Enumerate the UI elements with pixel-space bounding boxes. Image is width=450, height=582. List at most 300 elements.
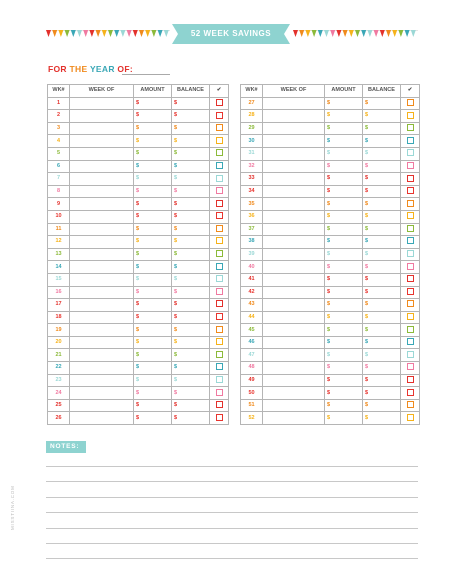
checkbox[interactable] xyxy=(216,300,223,307)
week-number-cell: 31 xyxy=(241,147,263,160)
week-of-cell[interactable] xyxy=(70,286,134,299)
week-of-cell[interactable] xyxy=(70,399,134,412)
week-number-cell: 25 xyxy=(48,399,70,412)
checkbox[interactable] xyxy=(407,326,414,333)
table-row xyxy=(48,198,229,211)
checkbox[interactable] xyxy=(216,212,223,219)
week-of-cell[interactable] xyxy=(263,160,325,173)
checkbox[interactable] xyxy=(407,112,414,119)
checkbox[interactable] xyxy=(216,250,223,257)
checkbox[interactable] xyxy=(407,263,414,270)
balance-cell[interactable]: $ xyxy=(172,374,210,387)
balance-cell[interactable]: $ xyxy=(363,374,401,387)
balance-cell[interactable]: $ xyxy=(172,286,210,299)
table-row xyxy=(241,223,420,236)
balance-cell[interactable]: $ xyxy=(363,362,401,375)
table-row xyxy=(241,185,420,198)
check-cell xyxy=(210,160,229,173)
checkbox[interactable] xyxy=(216,376,223,383)
table-row xyxy=(48,349,229,362)
pennant-flag xyxy=(108,30,113,37)
pennant-flag xyxy=(102,30,107,37)
amount-cell[interactable]: $ xyxy=(325,248,363,261)
checkbox[interactable] xyxy=(216,288,223,295)
balance-cell[interactable]: $ xyxy=(363,261,401,274)
table-row xyxy=(48,147,229,160)
balance-cell[interactable]: $ xyxy=(172,210,210,223)
balance-cell[interactable]: $ xyxy=(172,160,210,173)
balance-cell[interactable]: $ xyxy=(363,147,401,160)
column-header-check: ✔ xyxy=(401,85,420,98)
pennant-right-graphic xyxy=(293,30,418,38)
check-cell xyxy=(210,185,229,198)
check-cell xyxy=(401,110,420,123)
checkbox[interactable] xyxy=(407,414,414,421)
week-number-cell: 44 xyxy=(241,311,263,324)
table-row xyxy=(241,412,420,425)
week-of-cell[interactable] xyxy=(263,110,325,123)
amount-cell[interactable]: $ xyxy=(134,336,172,349)
week-of-cell[interactable] xyxy=(70,236,134,249)
week-of-cell[interactable] xyxy=(263,412,325,425)
week-of-cell[interactable] xyxy=(263,248,325,261)
week-of-cell[interactable] xyxy=(70,210,134,223)
checkbox[interactable] xyxy=(216,363,223,370)
checkbox[interactable] xyxy=(407,338,414,345)
week-of-cell[interactable] xyxy=(70,387,134,400)
balance-cell[interactable]: $ xyxy=(172,324,210,337)
year-input-line[interactable] xyxy=(122,74,170,75)
balance-cell[interactable]: $ xyxy=(363,349,401,362)
amount-cell[interactable]: $ xyxy=(134,273,172,286)
checkbox[interactable] xyxy=(216,351,223,358)
balance-cell[interactable]: $ xyxy=(363,122,401,135)
check-cell xyxy=(401,311,420,324)
check-cell xyxy=(210,122,229,135)
checkbox[interactable] xyxy=(407,288,414,295)
amount-cell[interactable]: $ xyxy=(325,299,363,312)
week-of-cell[interactable] xyxy=(263,349,325,362)
week-of-cell[interactable] xyxy=(70,261,134,274)
checkbox[interactable] xyxy=(407,175,414,182)
pennant-flag xyxy=(367,30,372,37)
week-of-cell[interactable] xyxy=(70,311,134,324)
checkbox[interactable] xyxy=(407,187,414,194)
week-number-cell: 27 xyxy=(241,97,263,110)
balance-cell[interactable]: $ xyxy=(172,299,210,312)
check-cell xyxy=(210,147,229,160)
amount-cell[interactable]: $ xyxy=(134,261,172,274)
amount-cell[interactable]: $ xyxy=(134,173,172,186)
amount-cell[interactable]: $ xyxy=(325,135,363,148)
amount-cell[interactable]: $ xyxy=(325,147,363,160)
week-of-cell[interactable] xyxy=(263,286,325,299)
amount-cell[interactable]: $ xyxy=(134,210,172,223)
amount-cell[interactable]: $ xyxy=(134,412,172,425)
check-cell xyxy=(210,236,229,249)
balance-cell[interactable]: $ xyxy=(172,198,210,211)
table-row xyxy=(241,273,420,286)
amount-cell[interactable]: $ xyxy=(134,223,172,236)
week-of-cell[interactable] xyxy=(263,299,325,312)
week-of-cell[interactable] xyxy=(263,261,325,274)
check-cell xyxy=(210,374,229,387)
balance-cell[interactable]: $ xyxy=(172,399,210,412)
balance-cell[interactable]: $ xyxy=(363,336,401,349)
year-label-for: FOR xyxy=(48,64,70,74)
amount-cell[interactable]: $ xyxy=(325,324,363,337)
week-number-cell: 14 xyxy=(48,261,70,274)
week-of-cell[interactable] xyxy=(70,336,134,349)
check-cell xyxy=(401,147,420,160)
pennant-flag xyxy=(127,30,132,37)
checkbox[interactable] xyxy=(407,162,414,169)
amount-cell[interactable]: $ xyxy=(134,286,172,299)
checkbox[interactable] xyxy=(407,250,414,257)
week-of-cell[interactable] xyxy=(70,362,134,375)
week-number-cell: 36 xyxy=(241,210,263,223)
amount-cell[interactable]: $ xyxy=(325,387,363,400)
amount-cell[interactable]: $ xyxy=(325,210,363,223)
checkbox[interactable] xyxy=(407,389,414,396)
balance-cell[interactable]: $ xyxy=(172,135,210,148)
week-of-cell[interactable] xyxy=(263,387,325,400)
pennant-flag xyxy=(133,30,138,37)
amount-cell[interactable]: $ xyxy=(134,198,172,211)
week-of-cell[interactable] xyxy=(263,97,325,110)
checkbox[interactable] xyxy=(216,99,223,106)
checkbox[interactable] xyxy=(216,187,223,194)
balance-cell[interactable]: $ xyxy=(172,223,210,236)
amount-cell[interactable]: $ xyxy=(325,362,363,375)
balance-cell[interactable]: $ xyxy=(172,122,210,135)
amount-cell[interactable]: $ xyxy=(325,349,363,362)
week-of-cell[interactable] xyxy=(263,236,325,249)
amount-cell[interactable]: $ xyxy=(134,160,172,173)
balance-cell[interactable]: $ xyxy=(172,261,210,274)
amount-cell[interactable]: $ xyxy=(134,248,172,261)
pennant-flag xyxy=(46,30,51,37)
pennant-flag xyxy=(398,30,403,37)
table-row xyxy=(48,299,229,312)
week-of-cell[interactable] xyxy=(70,248,134,261)
week-of-cell[interactable] xyxy=(263,223,325,236)
amount-cell[interactable]: $ xyxy=(325,286,363,299)
amount-cell[interactable]: $ xyxy=(134,135,172,148)
week-number-cell: 52 xyxy=(241,412,263,425)
table-row xyxy=(241,349,420,362)
amount-cell[interactable]: $ xyxy=(134,349,172,362)
year-label-year: YEAR xyxy=(89,64,118,74)
table-row xyxy=(48,210,229,223)
week-of-cell[interactable] xyxy=(263,374,325,387)
week-number-cell: 34 xyxy=(241,185,263,198)
balance-cell[interactable]: $ xyxy=(172,412,210,425)
table-row xyxy=(241,160,420,173)
checkbox[interactable] xyxy=(216,389,223,396)
amount-cell[interactable]: $ xyxy=(325,110,363,123)
week-number-cell: 3 xyxy=(48,122,70,135)
balance-cell[interactable]: $ xyxy=(363,248,401,261)
amount-cell[interactable]: $ xyxy=(134,374,172,387)
balance-cell[interactable]: $ xyxy=(172,362,210,375)
check-cell xyxy=(401,324,420,337)
table-row xyxy=(48,412,229,425)
table-row xyxy=(48,160,229,173)
week-of-cell[interactable] xyxy=(263,362,325,375)
week-of-cell[interactable] xyxy=(263,324,325,337)
balance-cell[interactable]: $ xyxy=(363,223,401,236)
week-of-cell[interactable] xyxy=(70,198,134,211)
week-of-cell[interactable] xyxy=(263,122,325,135)
checkbox[interactable] xyxy=(216,124,223,131)
checkbox[interactable] xyxy=(216,414,223,421)
check-cell xyxy=(401,223,420,236)
page-title: 52 WEEK SAVINGS xyxy=(190,29,272,38)
checkbox[interactable] xyxy=(216,313,223,320)
week-of-cell[interactable] xyxy=(70,173,134,186)
balance-cell[interactable]: $ xyxy=(363,311,401,324)
table-row xyxy=(241,173,420,186)
balance-cell[interactable]: $ xyxy=(172,173,210,186)
pennant-flag xyxy=(71,30,76,37)
week-number-cell: 48 xyxy=(241,362,263,375)
amount-cell[interactable]: $ xyxy=(325,185,363,198)
amount-cell[interactable]: $ xyxy=(134,324,172,337)
balance-cell[interactable]: $ xyxy=(363,198,401,211)
week-number-cell: 17 xyxy=(48,299,70,312)
pennant-flag xyxy=(392,30,397,37)
amount-cell[interactable]: $ xyxy=(325,412,363,425)
balance-cell[interactable]: $ xyxy=(363,97,401,110)
checkbox[interactable] xyxy=(216,401,223,408)
check-cell xyxy=(210,248,229,261)
amount-cell[interactable]: $ xyxy=(325,160,363,173)
balance-cell[interactable]: $ xyxy=(172,110,210,123)
week-of-cell[interactable] xyxy=(70,349,134,362)
balance-cell[interactable]: $ xyxy=(363,299,401,312)
week-of-cell[interactable] xyxy=(263,210,325,223)
balance-cell[interactable]: $ xyxy=(172,311,210,324)
week-of-cell[interactable] xyxy=(70,273,134,286)
balance-cell[interactable]: $ xyxy=(363,236,401,249)
check-cell xyxy=(210,349,229,362)
amount-cell[interactable]: $ xyxy=(325,374,363,387)
checkbox[interactable] xyxy=(407,376,414,383)
week-of-cell[interactable] xyxy=(70,324,134,337)
checkbox[interactable] xyxy=(216,338,223,345)
checkbox[interactable] xyxy=(216,237,223,244)
pennant-flag xyxy=(361,30,366,37)
balance-cell[interactable]: $ xyxy=(363,110,401,123)
table-row xyxy=(241,299,420,312)
check-cell xyxy=(401,286,420,299)
checkbox[interactable] xyxy=(407,225,414,232)
week-of-cell[interactable] xyxy=(70,147,134,160)
week-number-cell: 18 xyxy=(48,311,70,324)
week-of-cell[interactable] xyxy=(70,374,134,387)
checkbox[interactable] xyxy=(216,263,223,270)
column-header-amount: AMOUNT xyxy=(325,85,363,98)
amount-cell[interactable]: $ xyxy=(325,399,363,412)
week-of-cell[interactable] xyxy=(70,122,134,135)
week-number-cell: 1 xyxy=(48,97,70,110)
amount-cell[interactable]: $ xyxy=(325,97,363,110)
week-of-cell[interactable] xyxy=(263,311,325,324)
table-row xyxy=(48,336,229,349)
balance-cell[interactable]: $ xyxy=(363,160,401,173)
amount-cell[interactable]: $ xyxy=(325,236,363,249)
checkbox[interactable] xyxy=(407,351,414,358)
balance-cell[interactable]: $ xyxy=(172,248,210,261)
balance-cell[interactable]: $ xyxy=(172,147,210,160)
checkbox[interactable] xyxy=(216,162,223,169)
check-cell xyxy=(401,173,420,186)
amount-cell[interactable]: $ xyxy=(325,273,363,286)
pennant-flag xyxy=(374,30,379,37)
check-cell xyxy=(401,362,420,375)
table-row xyxy=(241,387,420,400)
balance-cell[interactable]: $ xyxy=(363,135,401,148)
week-of-cell[interactable] xyxy=(263,173,325,186)
amount-cell[interactable]: $ xyxy=(325,122,363,135)
amount-cell[interactable]: $ xyxy=(134,311,172,324)
balance-cell[interactable]: $ xyxy=(363,210,401,223)
week-number-cell: 10 xyxy=(48,210,70,223)
table-row xyxy=(241,110,420,123)
table-row xyxy=(241,236,420,249)
checkbox[interactable] xyxy=(216,175,223,182)
checkbox[interactable] xyxy=(216,200,223,207)
amount-cell[interactable]: $ xyxy=(325,261,363,274)
checkbox[interactable] xyxy=(216,112,223,119)
table-row xyxy=(48,362,229,375)
amount-cell[interactable]: $ xyxy=(134,147,172,160)
checkbox[interactable] xyxy=(407,212,414,219)
pennant-flag xyxy=(114,30,119,37)
column-header-balance: BALANCE xyxy=(172,85,210,98)
week-of-cell[interactable] xyxy=(70,185,134,198)
checkbox[interactable] xyxy=(216,137,223,144)
pennant-flag xyxy=(83,30,88,37)
checkbox[interactable] xyxy=(216,149,223,156)
week-of-cell[interactable] xyxy=(263,147,325,160)
amount-cell[interactable]: $ xyxy=(325,311,363,324)
table-row xyxy=(48,261,229,274)
table-row xyxy=(48,399,229,412)
balance-cell[interactable]: $ xyxy=(172,273,210,286)
week-number-cell: 35 xyxy=(241,198,263,211)
week-number-cell: 2 xyxy=(48,110,70,123)
amount-cell[interactable]: $ xyxy=(134,387,172,400)
pennant-flag xyxy=(336,30,341,37)
checkbox[interactable] xyxy=(407,275,414,282)
week-of-cell[interactable] xyxy=(70,223,134,236)
amount-cell[interactable]: $ xyxy=(134,185,172,198)
amount-cell[interactable]: $ xyxy=(134,362,172,375)
week-of-cell[interactable] xyxy=(70,135,134,148)
week-of-cell[interactable] xyxy=(263,198,325,211)
amount-cell[interactable]: $ xyxy=(134,110,172,123)
check-cell xyxy=(210,324,229,337)
amount-cell[interactable]: $ xyxy=(325,198,363,211)
balance-cell[interactable]: $ xyxy=(363,173,401,186)
week-of-cell[interactable] xyxy=(70,110,134,123)
week-of-cell[interactable] xyxy=(70,160,134,173)
checkbox[interactable] xyxy=(407,149,414,156)
balance-cell[interactable]: $ xyxy=(172,97,210,110)
checkbox[interactable] xyxy=(407,237,414,244)
balance-cell[interactable]: $ xyxy=(172,349,210,362)
amount-cell[interactable]: $ xyxy=(134,97,172,110)
checkbox[interactable] xyxy=(407,363,414,370)
pennant-flag xyxy=(120,30,125,37)
checkbox[interactable] xyxy=(407,124,414,131)
week-of-cell[interactable] xyxy=(263,399,325,412)
balance-cell[interactable]: $ xyxy=(363,286,401,299)
balance-cell[interactable]: $ xyxy=(172,336,210,349)
balance-cell[interactable]: $ xyxy=(363,412,401,425)
checkbox[interactable] xyxy=(216,326,223,333)
checkbox[interactable] xyxy=(407,300,414,307)
week-of-cell[interactable] xyxy=(70,299,134,312)
balance-cell[interactable]: $ xyxy=(363,399,401,412)
week-of-cell[interactable] xyxy=(70,412,134,425)
balance-cell[interactable]: $ xyxy=(363,324,401,337)
balance-cell[interactable]: $ xyxy=(363,185,401,198)
week-of-cell[interactable] xyxy=(263,273,325,286)
notes-line xyxy=(46,543,418,544)
week-of-cell[interactable] xyxy=(263,336,325,349)
amount-cell[interactable]: $ xyxy=(134,299,172,312)
amount-cell[interactable]: $ xyxy=(134,236,172,249)
column-header-week-of: WEEK OF xyxy=(70,85,134,98)
checkbox[interactable] xyxy=(407,401,414,408)
amount-cell[interactable]: $ xyxy=(325,336,363,349)
checkbox[interactable] xyxy=(407,99,414,106)
pennant-flag xyxy=(312,30,317,37)
week-of-cell[interactable] xyxy=(70,97,134,110)
column-header-check: ✔ xyxy=(210,85,229,98)
column-header-amount: AMOUNT xyxy=(134,85,172,98)
pennant-flag xyxy=(386,30,391,37)
week-of-cell[interactable] xyxy=(263,185,325,198)
amount-cell[interactable]: $ xyxy=(134,122,172,135)
amount-cell[interactable]: $ xyxy=(325,223,363,236)
checkbox[interactable] xyxy=(216,275,223,282)
checkbox[interactable] xyxy=(407,313,414,320)
week-number-cell: 47 xyxy=(241,349,263,362)
checkbox[interactable] xyxy=(407,200,414,207)
table-row xyxy=(241,399,420,412)
balance-cell[interactable]: $ xyxy=(363,387,401,400)
table-row xyxy=(241,362,420,375)
amount-cell[interactable]: $ xyxy=(134,399,172,412)
week-of-cell[interactable] xyxy=(263,135,325,148)
checkbox[interactable] xyxy=(407,137,414,144)
pennant-flag xyxy=(145,30,150,37)
checkbox[interactable] xyxy=(216,225,223,232)
balance-cell[interactable]: $ xyxy=(172,236,210,249)
check-cell xyxy=(401,135,420,148)
balance-cell[interactable]: $ xyxy=(172,185,210,198)
pennant-flag xyxy=(411,30,416,37)
amount-cell[interactable]: $ xyxy=(325,173,363,186)
balance-cell[interactable]: $ xyxy=(363,273,401,286)
check-cell xyxy=(401,261,420,274)
week-number-cell: 19 xyxy=(48,324,70,337)
balance-cell[interactable]: $ xyxy=(172,387,210,400)
